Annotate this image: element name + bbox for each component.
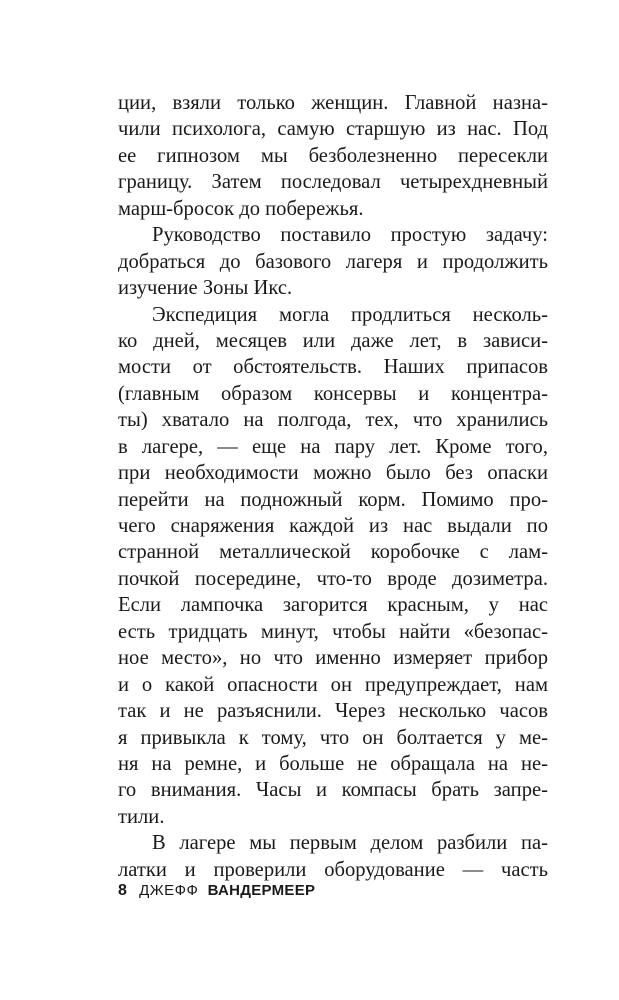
text-line: странной металлической коробочке с лам-	[118, 541, 548, 564]
text-line: границу. Затем последовал четырехдневный	[118, 171, 548, 194]
text-line: (главным образом консервы и концентра-	[118, 382, 548, 405]
author-first-name: ДЖЕФФ	[139, 882, 199, 899]
text-line: почкой посередине, что-то вроде дозиметра.	[118, 567, 548, 590]
text-line: я привыкла к тому, что он болтается у ме-	[118, 726, 548, 749]
text-line: ко дней, месяцев или даже лет, в зависи-	[118, 329, 548, 352]
text-line: марш-бросок до побережья.	[118, 197, 364, 220]
text-line: Экспедиция могла продлиться несколь-	[152, 303, 548, 326]
text-line: изучение Зоны Икс.	[118, 277, 293, 300]
text-line: Если лампочка загорится красным, у нас	[118, 594, 548, 617]
text-line: перейти на подножный корм. Помимо про-	[118, 488, 548, 511]
text-line: го внимания. Часы и компасы брать запре-	[118, 779, 548, 802]
text-line: В лагере мы первым делом разбили па-	[152, 832, 548, 855]
text-line: тили.	[118, 805, 165, 828]
text-line: Руководство поставило простую задачу:	[152, 224, 548, 247]
text-line: при необходимости можно было без опаски	[118, 462, 548, 485]
text-line: ное место», но что именно измеряет прибор	[118, 647, 548, 670]
text-line: латки и проверили оборудование — часть	[118, 858, 548, 881]
text-line: ции, взяли только женщин. Главной назна-	[118, 92, 548, 114]
text-line: есть тридцать минут, чтобы найти «безопас-	[118, 620, 548, 643]
page-number: 8	[118, 882, 127, 899]
text-line: ее гипнозом мы безболезненно пересекли	[118, 144, 548, 167]
text-line: чили психолога, самую старшую из нас. Под	[118, 118, 548, 141]
text-line: мости от обстоятельств. Наших припасов	[118, 356, 548, 379]
text-line: и о какой опасности он предупреждает, нам	[118, 673, 548, 696]
running-footer	[118, 880, 315, 902]
author-last-name: ВАНДЕРМЕЕР	[207, 882, 316, 899]
body-text	[118, 90, 548, 883]
text-line: так и не разъяснили. Через несколько часов	[118, 700, 548, 723]
text-line: ты) хватало на полгода, тех, что хранились	[118, 409, 548, 432]
text-line: добраться до базового лагеря и продолжить	[118, 250, 548, 273]
text-line: ня на ремне, и больше не обращала на не-	[118, 752, 548, 775]
text-line: чего снаряжения каждой из нас выдали по	[118, 515, 548, 537]
text-line: в лагере, — еще на пару лет. Кроме того,	[118, 435, 548, 458]
